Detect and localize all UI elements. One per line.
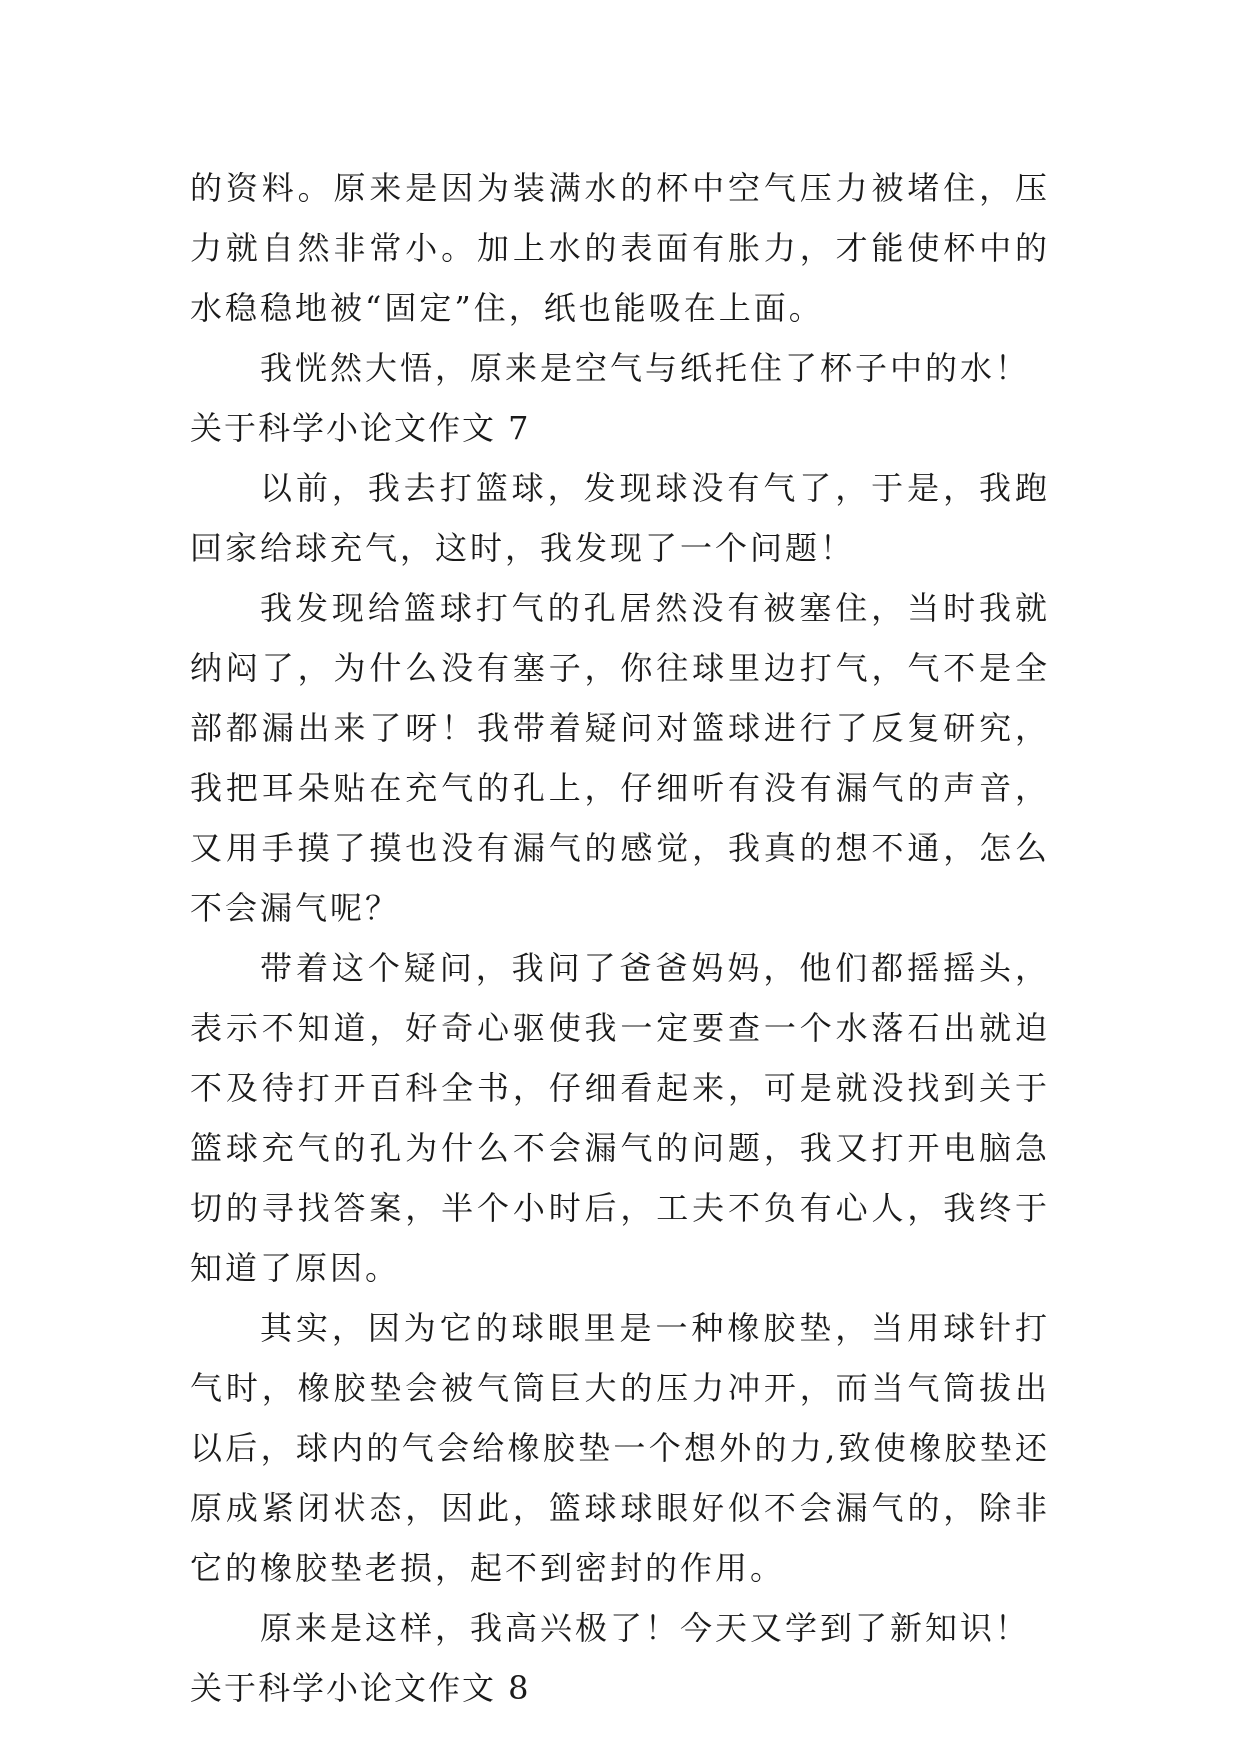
paragraph-conclusion: 我恍然大悟，原来是空气与纸托住了杯子中的水！ xyxy=(260,349,1031,387)
paragraph: 其实，因为它的球眼里是一种橡胶垫，当用球针打气时，橡胶垫会被气筒巨大的压力冲开，而当气筒拔出以后，球内的气会给橡胶垫一个想外的力,致使橡胶垫还原成紧闭状态，因此，篮球球眼好似不会漏气的，除非它的橡胶垫老损，起不到密封的作用。 xyxy=(190,1309,1050,1587)
paragraph: 原来是这样，我高兴极了！今天又学到了新知识！ xyxy=(260,1609,1031,1647)
paragraph-continuation: 的资料。原来是因为装满水的杯中空气压力被堵住，压力就自然非常小。加上水的表面有胀力，才能使杯中的水稳稳地被“固定”住，纸也能吸在上面。 xyxy=(190,169,1050,327)
essay-heading-8: 关于科学小论文作文 8 xyxy=(190,1669,531,1707)
paragraph: 以前，我去打篮球，发现球没有气了，于是，我跑回家给球充气，这时，我发现了一个问题！ xyxy=(190,469,1050,567)
document-body xyxy=(190,158,1050,1718)
essay-heading-7: 关于科学小论文作文 7 xyxy=(190,409,531,447)
paragraph: 带着这个疑问，我问了爸爸妈妈，他们都摇摇头，表示不知道，好奇心驱使我一定要查一个水落石出就迫不及待打开百科全书，仔细看起来，可是就没找到关于篮球充气的孔为什么不会漏气的问题，我又打开电脑急切的寻找答案，半个小时后，工夫不负有心人，我终于知道了原因。 xyxy=(190,949,1050,1287)
paragraph: 我发现给篮球打气的孔居然没有被塞住，当时我就纳闷了，为什么没有塞子，你往球里边打气，气不是全部都漏出来了呀！我带着疑问对篮球进行了反复研究，我把耳朵贴在充气的孔上，仔细听有没有漏气的声音，又用手摸了摸也没有漏气的感觉，我真的想不通，怎么不会漏气呢？ xyxy=(190,589,1050,927)
